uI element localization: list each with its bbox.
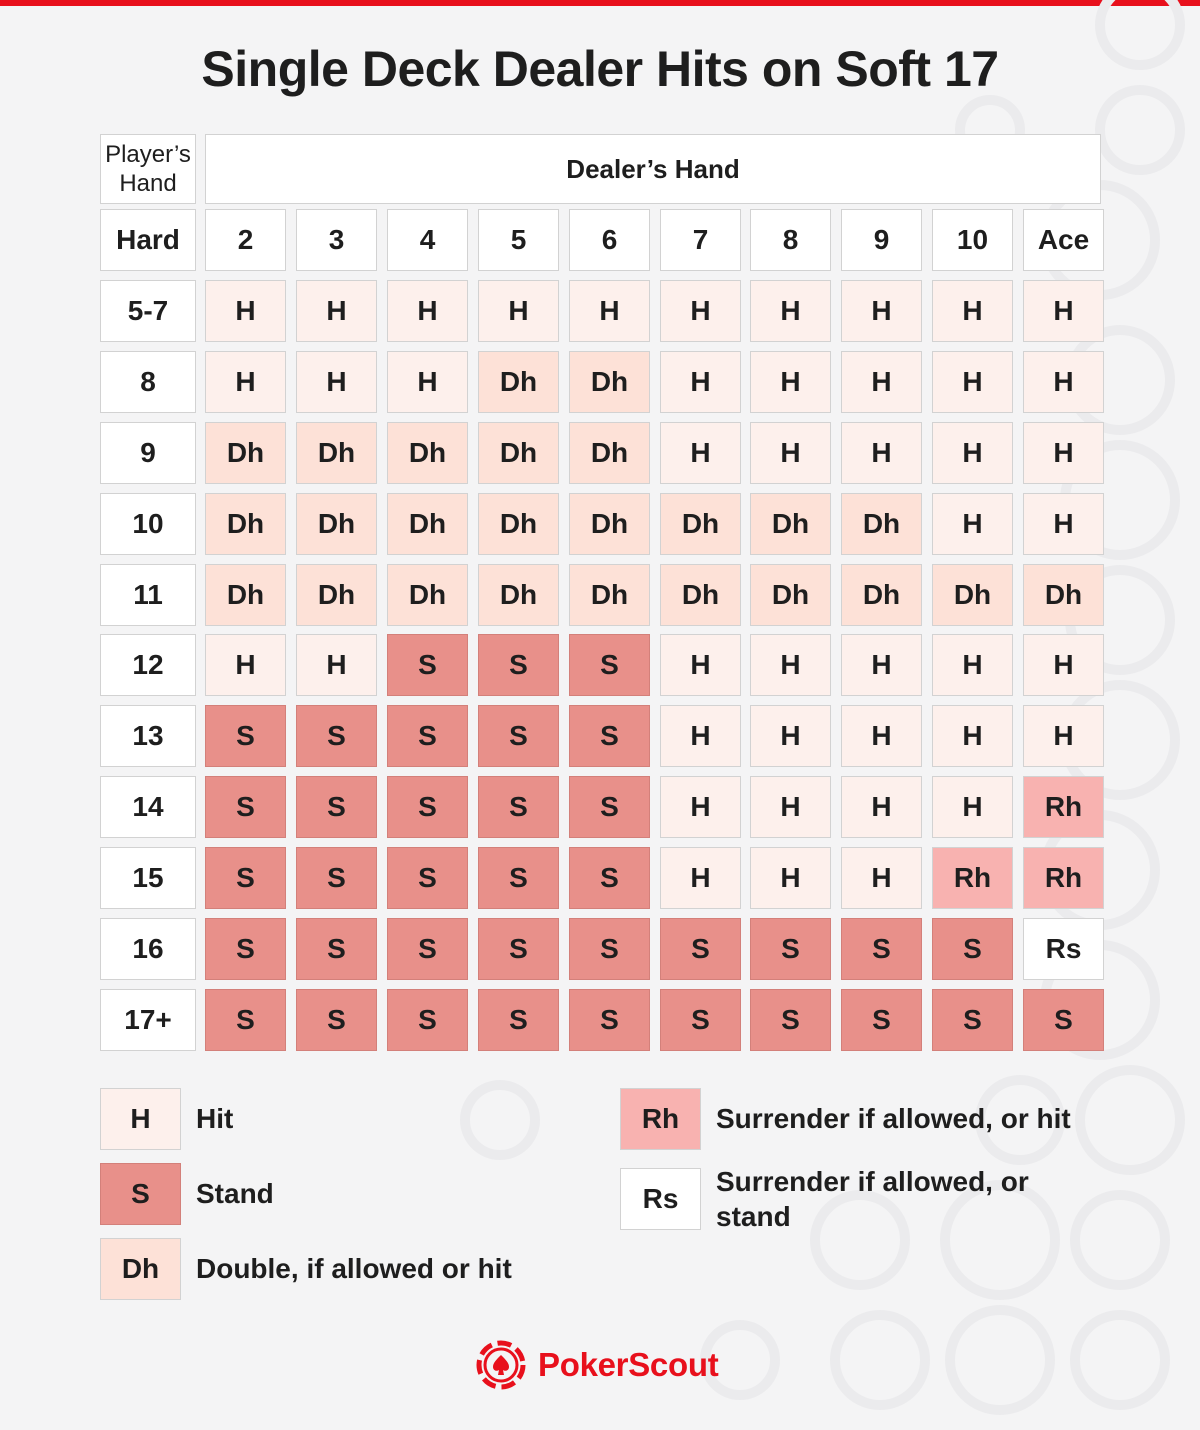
- player-hand-label: 9: [100, 422, 196, 484]
- action-cell: H: [750, 705, 831, 767]
- action-cell: Dh: [569, 493, 650, 555]
- action-cell: H: [932, 634, 1013, 696]
- player-hand-label: 15: [100, 847, 196, 909]
- action-cell: S: [478, 989, 559, 1051]
- action-cell: Dh: [478, 564, 559, 626]
- action-cell: Dh: [569, 422, 650, 484]
- action-cell: Dh: [205, 493, 286, 555]
- action-cell: H: [750, 634, 831, 696]
- action-cell: S: [478, 847, 559, 909]
- dealer-card-header: 6: [569, 209, 650, 271]
- dealer-card-header: 2: [205, 209, 286, 271]
- action-cell: S: [569, 634, 650, 696]
- action-cell: H: [841, 705, 922, 767]
- action-cell: S: [932, 918, 1013, 980]
- legend-label: Hit: [196, 1103, 234, 1134]
- action-cell: S: [750, 989, 831, 1051]
- action-cell: H: [841, 847, 922, 909]
- action-cell: H: [932, 776, 1013, 838]
- action-cell: Dh: [296, 422, 377, 484]
- top-accent-bar: [0, 0, 1200, 6]
- player-hand-label: 10: [100, 493, 196, 555]
- legend-label: Stand: [196, 1178, 274, 1209]
- action-cell: S: [205, 989, 286, 1051]
- action-cell: H: [660, 776, 741, 838]
- action-cell: H: [841, 776, 922, 838]
- legend-label: Surrender if allowed, or hit: [716, 1103, 1071, 1134]
- action-cell: H: [932, 493, 1013, 555]
- action-cell: S: [1023, 989, 1104, 1051]
- action-cell: H: [296, 280, 377, 342]
- action-cell: S: [296, 847, 377, 909]
- action-cell: H: [569, 280, 650, 342]
- action-cell: S: [296, 705, 377, 767]
- legend-swatch: H: [100, 1088, 181, 1150]
- action-cell: S: [387, 634, 468, 696]
- legend-swatch: S: [100, 1163, 181, 1225]
- action-cell: S: [569, 918, 650, 980]
- action-cell: Dh: [841, 493, 922, 555]
- action-cell: S: [660, 918, 741, 980]
- action-cell: Dh: [750, 564, 831, 626]
- legend-swatch: Dh: [100, 1238, 181, 1300]
- dealer-card-header: Ace: [1023, 209, 1104, 271]
- action-cell: Dh: [205, 564, 286, 626]
- action-cell: Dh: [660, 493, 741, 555]
- player-hand-label: 11: [100, 564, 196, 626]
- action-cell: H: [660, 634, 741, 696]
- dealer-card-header: 5: [478, 209, 559, 271]
- action-cell: S: [841, 918, 922, 980]
- brand-logo[interactable]: [474, 1338, 718, 1392]
- page-title: Single Deck Dealer Hits on Soft 17: [201, 41, 999, 97]
- action-cell: S: [205, 705, 286, 767]
- action-cell: S: [478, 634, 559, 696]
- dealer-card-header: 9: [841, 209, 922, 271]
- action-cell: S: [296, 918, 377, 980]
- action-cell: H: [1023, 280, 1104, 342]
- dealer-card-header: 7: [660, 209, 741, 271]
- action-cell: Rs: [1023, 918, 1104, 980]
- dealer-hand-header: Dealer’s Hand: [205, 134, 1101, 204]
- action-cell: H: [296, 634, 377, 696]
- action-cell: S: [296, 776, 377, 838]
- action-cell: Dh: [387, 422, 468, 484]
- action-cell: Dh: [478, 493, 559, 555]
- action-cell: H: [932, 705, 1013, 767]
- action-cell: H: [841, 351, 922, 413]
- action-cell: S: [205, 918, 286, 980]
- action-cell: S: [387, 989, 468, 1051]
- action-cell: H: [660, 280, 741, 342]
- action-cell: S: [387, 705, 468, 767]
- dealer-card-header: 8: [750, 209, 831, 271]
- action-cell: H: [660, 351, 741, 413]
- action-cell: Dh: [569, 564, 650, 626]
- action-cell: H: [932, 351, 1013, 413]
- action-cell: H: [387, 280, 468, 342]
- player-hand-label: 12: [100, 634, 196, 696]
- action-cell: Dh: [841, 564, 922, 626]
- action-cell: Dh: [387, 493, 468, 555]
- action-cell: Rh: [932, 847, 1013, 909]
- action-cell: H: [841, 422, 922, 484]
- action-cell: S: [387, 918, 468, 980]
- action-cell: H: [387, 351, 468, 413]
- action-cell: S: [205, 776, 286, 838]
- dealer-card-header: 3: [296, 209, 377, 271]
- action-cell: Dh: [296, 493, 377, 555]
- action-cell: Dh: [205, 422, 286, 484]
- action-cell: S: [750, 918, 831, 980]
- action-cell: Dh: [296, 564, 377, 626]
- action-cell: H: [750, 776, 831, 838]
- player-hand-label: 5-7: [100, 280, 196, 342]
- action-cell: S: [569, 705, 650, 767]
- action-cell: Dh: [1023, 564, 1104, 626]
- action-cell: H: [660, 847, 741, 909]
- action-cell: H: [750, 422, 831, 484]
- dealer-card-header: 4: [387, 209, 468, 271]
- action-cell: H: [660, 705, 741, 767]
- action-cell: H: [1023, 634, 1104, 696]
- action-cell: Rh: [1023, 847, 1104, 909]
- action-cell: H: [750, 847, 831, 909]
- action-cell: H: [841, 634, 922, 696]
- action-cell: S: [296, 989, 377, 1051]
- legend-label: Double, if allowed or hit: [196, 1253, 512, 1284]
- action-cell: Dh: [478, 422, 559, 484]
- action-cell: S: [569, 776, 650, 838]
- action-cell: Rh: [1023, 776, 1104, 838]
- brand-name: PokerScout: [538, 1346, 719, 1383]
- action-cell: S: [478, 776, 559, 838]
- action-cell: Dh: [660, 564, 741, 626]
- action-cell: S: [932, 989, 1013, 1051]
- action-cell: H: [296, 351, 377, 413]
- player-hand-label: 13: [100, 705, 196, 767]
- action-cell: S: [569, 989, 650, 1051]
- action-cell: Dh: [478, 351, 559, 413]
- legend-label: Surrender if allowed, or stand: [716, 1166, 1029, 1232]
- player-hand-label: 17+: [100, 989, 196, 1051]
- action-cell: H: [660, 422, 741, 484]
- action-cell: H: [932, 422, 1013, 484]
- player-hand-header: Player’s Hand: [100, 134, 196, 204]
- legend-swatch: Rh: [620, 1088, 701, 1150]
- action-cell: H: [1023, 351, 1104, 413]
- player-hand-label: 16: [100, 918, 196, 980]
- action-cell: S: [387, 847, 468, 909]
- action-cell: H: [750, 351, 831, 413]
- action-cell: S: [478, 918, 559, 980]
- action-cell: S: [205, 847, 286, 909]
- action-cell: H: [932, 280, 1013, 342]
- action-cell: H: [1023, 422, 1104, 484]
- spade-chip-icon: [474, 1338, 528, 1392]
- action-cell: H: [1023, 493, 1104, 555]
- player-hand-label: 8: [100, 351, 196, 413]
- dealer-card-header: 10: [932, 209, 1013, 271]
- action-cell: H: [1023, 705, 1104, 767]
- action-cell: S: [387, 776, 468, 838]
- action-cell: Dh: [932, 564, 1013, 626]
- action-cell: H: [205, 280, 286, 342]
- action-cell: H: [841, 280, 922, 342]
- action-cell: H: [478, 280, 559, 342]
- action-cell: Dh: [387, 564, 468, 626]
- action-cell: Dh: [750, 493, 831, 555]
- hard-label: Hard: [100, 209, 196, 271]
- action-cell: S: [478, 705, 559, 767]
- action-cell: S: [841, 989, 922, 1051]
- legend-swatch: Rs: [620, 1168, 701, 1230]
- player-hand-label: 14: [100, 776, 196, 838]
- action-cell: H: [205, 351, 286, 413]
- action-cell: S: [569, 847, 650, 909]
- action-cell: H: [205, 634, 286, 696]
- action-cell: H: [750, 280, 831, 342]
- action-cell: Dh: [569, 351, 650, 413]
- action-cell: S: [660, 989, 741, 1051]
